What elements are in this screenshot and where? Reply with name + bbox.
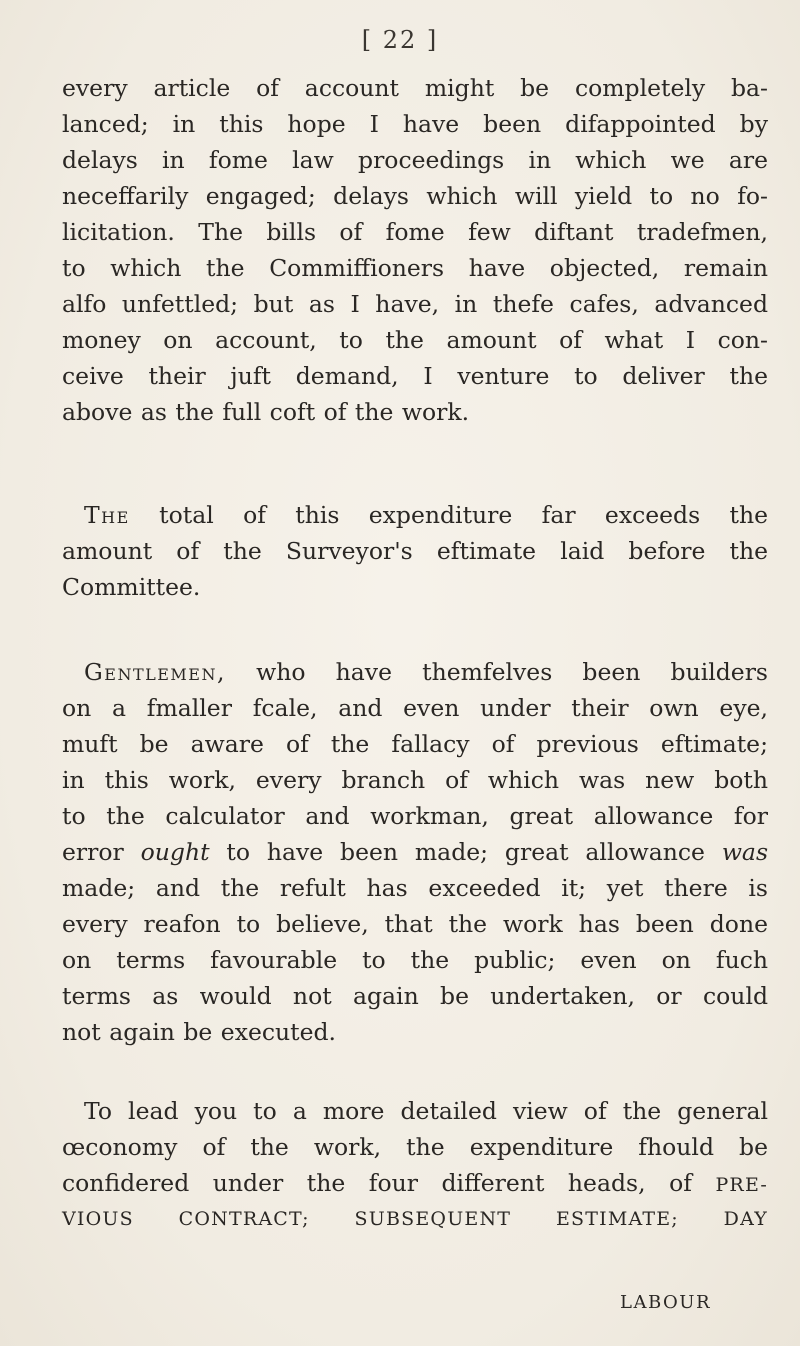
italic-word: ought [140,838,210,866]
paragraph-4 [62,1093,768,1237]
text-line: every article of account might be completely ba- [62,74,768,102]
paragraph-1 [62,70,768,430]
text-line: on a fmaller fcale, and even under their own eye, [62,694,768,722]
lead-word: Gentlemen, [84,658,226,686]
text-fragment: who have themfelves been builders [225,658,768,686]
text-line: to which the Commiffioners have objected, remain [62,254,768,282]
text-line: alfo unfettled; but as I have, in thefe cafes, advanced [62,290,768,318]
text-line: muft be aware of the fallacy of previous eftimate; [62,730,768,758]
text-line: terms as would not again be undertaken, or could [62,982,768,1010]
text-line: to the calculator and workman, great allowance for [62,802,768,830]
italic-word: was [721,838,768,866]
text-line: Committee. [62,573,201,601]
text-fragment: error [62,838,141,866]
paragraph-2 [62,497,768,605]
text-line [62,1165,768,1201]
text-line [62,834,768,870]
text-line: neceffarily engaged; delays which will yield to no fo- [62,182,768,210]
text-line: in this work, every branch of which was new both [62,766,768,794]
text-line: licitation. The bills of fome few diftant tradefmen, [62,218,768,246]
paragraph-3 [62,654,768,1050]
text-line: above as the full coft of the work. [62,398,470,426]
catchword: LABOUR [620,1292,711,1313]
small-caps-fragment: PRE- [715,1174,768,1196]
text-line: every reafon to believe, that the work has been done [62,910,768,938]
text-line: on terms favourable to the public; even on fuch [62,946,768,974]
text-line: œconomy of the work, the expenditure fhould be [62,1133,768,1161]
page-number-header: [ 22 ] [361,26,439,54]
text-line: delays in fome law proceedings in which we are [62,146,768,174]
text-line: lanced; in this hope I have been difappointed by [62,110,768,138]
text-line: money on account, to the amount of what I con- [62,326,768,354]
text-line: amount of the Surveyor's eftimate laid before the [62,537,768,565]
lead-word: The [84,501,130,529]
text-fragment: confidered under the four different heads, of [62,1169,716,1197]
text-line: ceive their juft demand, I venture to deliver the [62,362,768,390]
text-line: To lead you to a more detailed view of the general [84,1097,768,1125]
text-line [62,497,768,533]
text-line [62,654,768,690]
text-fragment: to have been made; great allowance [209,838,722,866]
text-line: not again be executed. [62,1018,337,1046]
text-line: VIOUS CONTRACT; SUBSEQUENT ESTIMATE; DAY [62,1208,768,1230]
text-fragment: total of this expenditure far exceeds the [129,501,768,529]
text-line: made; and the refult has exceeded it; yet there is [62,874,768,902]
